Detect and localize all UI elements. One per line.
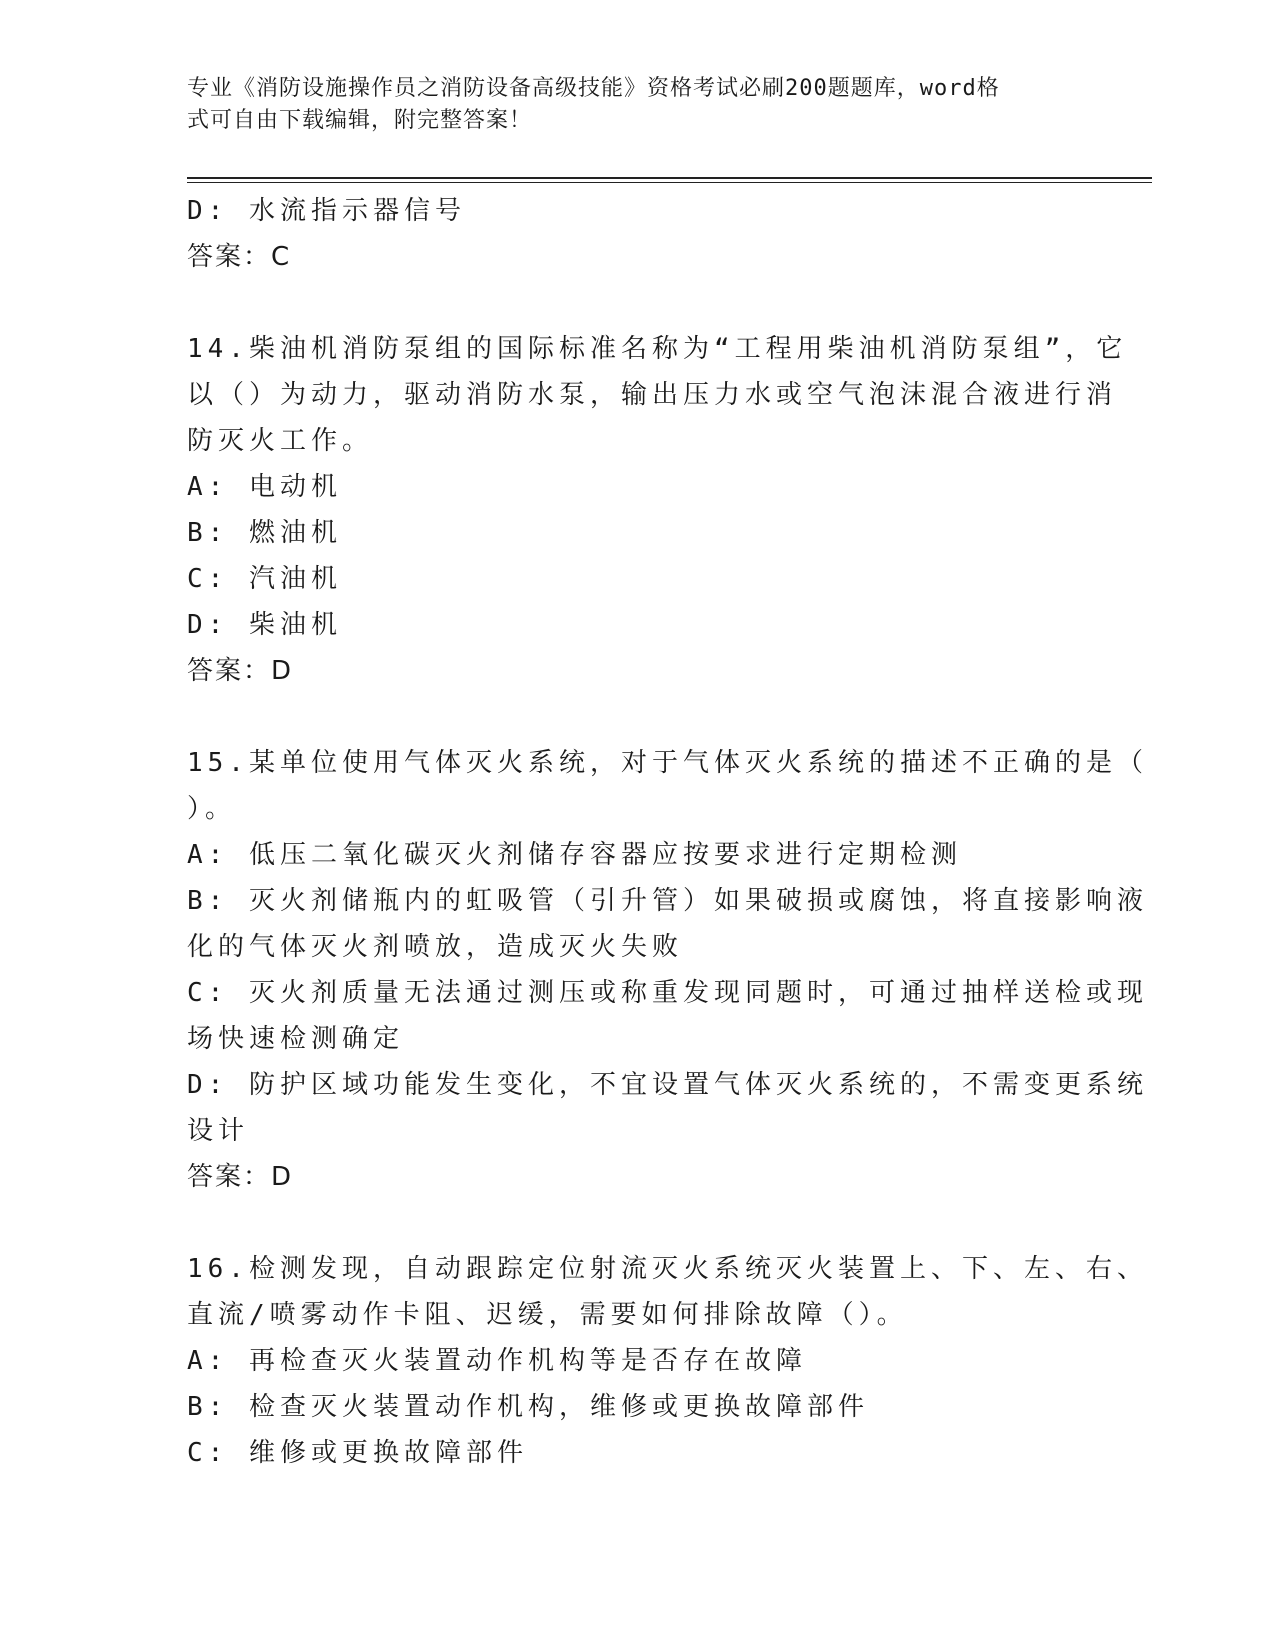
q14-stem-line-3: 防灭火工作。 xyxy=(187,426,374,456)
q14-stem-line-1: 14.柴油机消防泵组的国际标准名称为“工程用柴油机消防泵组”，它 xyxy=(187,334,1128,364)
q14-stem-line-2: 以（）为动力，驱动消防水泵，输出压力水或空气泡沫混合液进行消 xyxy=(187,380,1118,410)
q16-option-c: C: 维修或更换故障部件 xyxy=(187,1438,528,1468)
q14-answer: 答案：D xyxy=(187,656,294,686)
q15-stem-line-2: ）。 xyxy=(187,794,237,824)
q15-option-d-line-2: 设计 xyxy=(187,1116,250,1146)
q16-stem-line-2: 直流/喷雾动作卡阻、迟缓，需要如何排除故障（）。 xyxy=(187,1300,908,1330)
q14-option-d: D: 柴油机 xyxy=(187,610,342,640)
spacer xyxy=(187,694,1077,740)
document-header xyxy=(187,73,1067,137)
q15-option-d-line-1: D: 防护区域功能发生变化，不宜设置气体灭火系统的，不需变更系统 xyxy=(187,1070,1148,1100)
q15-option-c-line-2: 场快速检测确定 xyxy=(187,1024,405,1054)
header-divider-thick xyxy=(187,177,1152,179)
header-divider-thin xyxy=(187,182,1152,183)
q16-stem-line-1: 16.检测发现，自动跟踪定位射流灭火系统灭火装置上、下、左、右、 xyxy=(187,1254,1148,1284)
q15-option-b-line-1: B: 灭火剂储瓶内的虹吸管（引升管）如果破损或腐蚀，将直接影响液 xyxy=(187,886,1148,916)
q13-option-d: D: 水流指示器信号 xyxy=(187,196,466,226)
q14-option-a: A: 电动机 xyxy=(187,472,342,502)
q15-answer: 答案：D xyxy=(187,1162,294,1192)
question-content xyxy=(187,188,1148,1476)
spacer xyxy=(187,1200,1077,1246)
header-line-2: 式可自由下载编辑，附完整答案！ xyxy=(187,108,533,133)
q16-option-b: B: 检查灭火装置动作机构，维修或更换故障部件 xyxy=(187,1392,869,1422)
q15-stem-line-1: 15.某单位使用气体灭火系统，对于气体灭火系统的描述不正确的是（ xyxy=(187,748,1148,778)
q15-option-c-line-1: C: 灭火剂质量无法通过测压或称重发现同题时，可通过抽样送检或现 xyxy=(187,978,1148,1008)
spacer xyxy=(187,280,1077,326)
q14-option-b: B: 燃油机 xyxy=(187,518,342,548)
q15-option-b-line-2: 化的气体灭火剂喷放，造成灭火失败 xyxy=(187,932,684,962)
q15-option-a: A: 低压二氧化碳灭火剂储存容器应按要求进行定期检测 xyxy=(187,840,962,870)
q14-option-c: C: 汽油机 xyxy=(187,564,342,594)
header-line-1: 专业《消防设施操作员之消防设备高级技能》资格考试必刷200题题库，word格 xyxy=(187,76,1000,101)
q13-answer: 答案：C xyxy=(187,242,292,272)
q16-option-a: A: 再检查灭火装置动作机构等是否存在故障 xyxy=(187,1346,807,1376)
